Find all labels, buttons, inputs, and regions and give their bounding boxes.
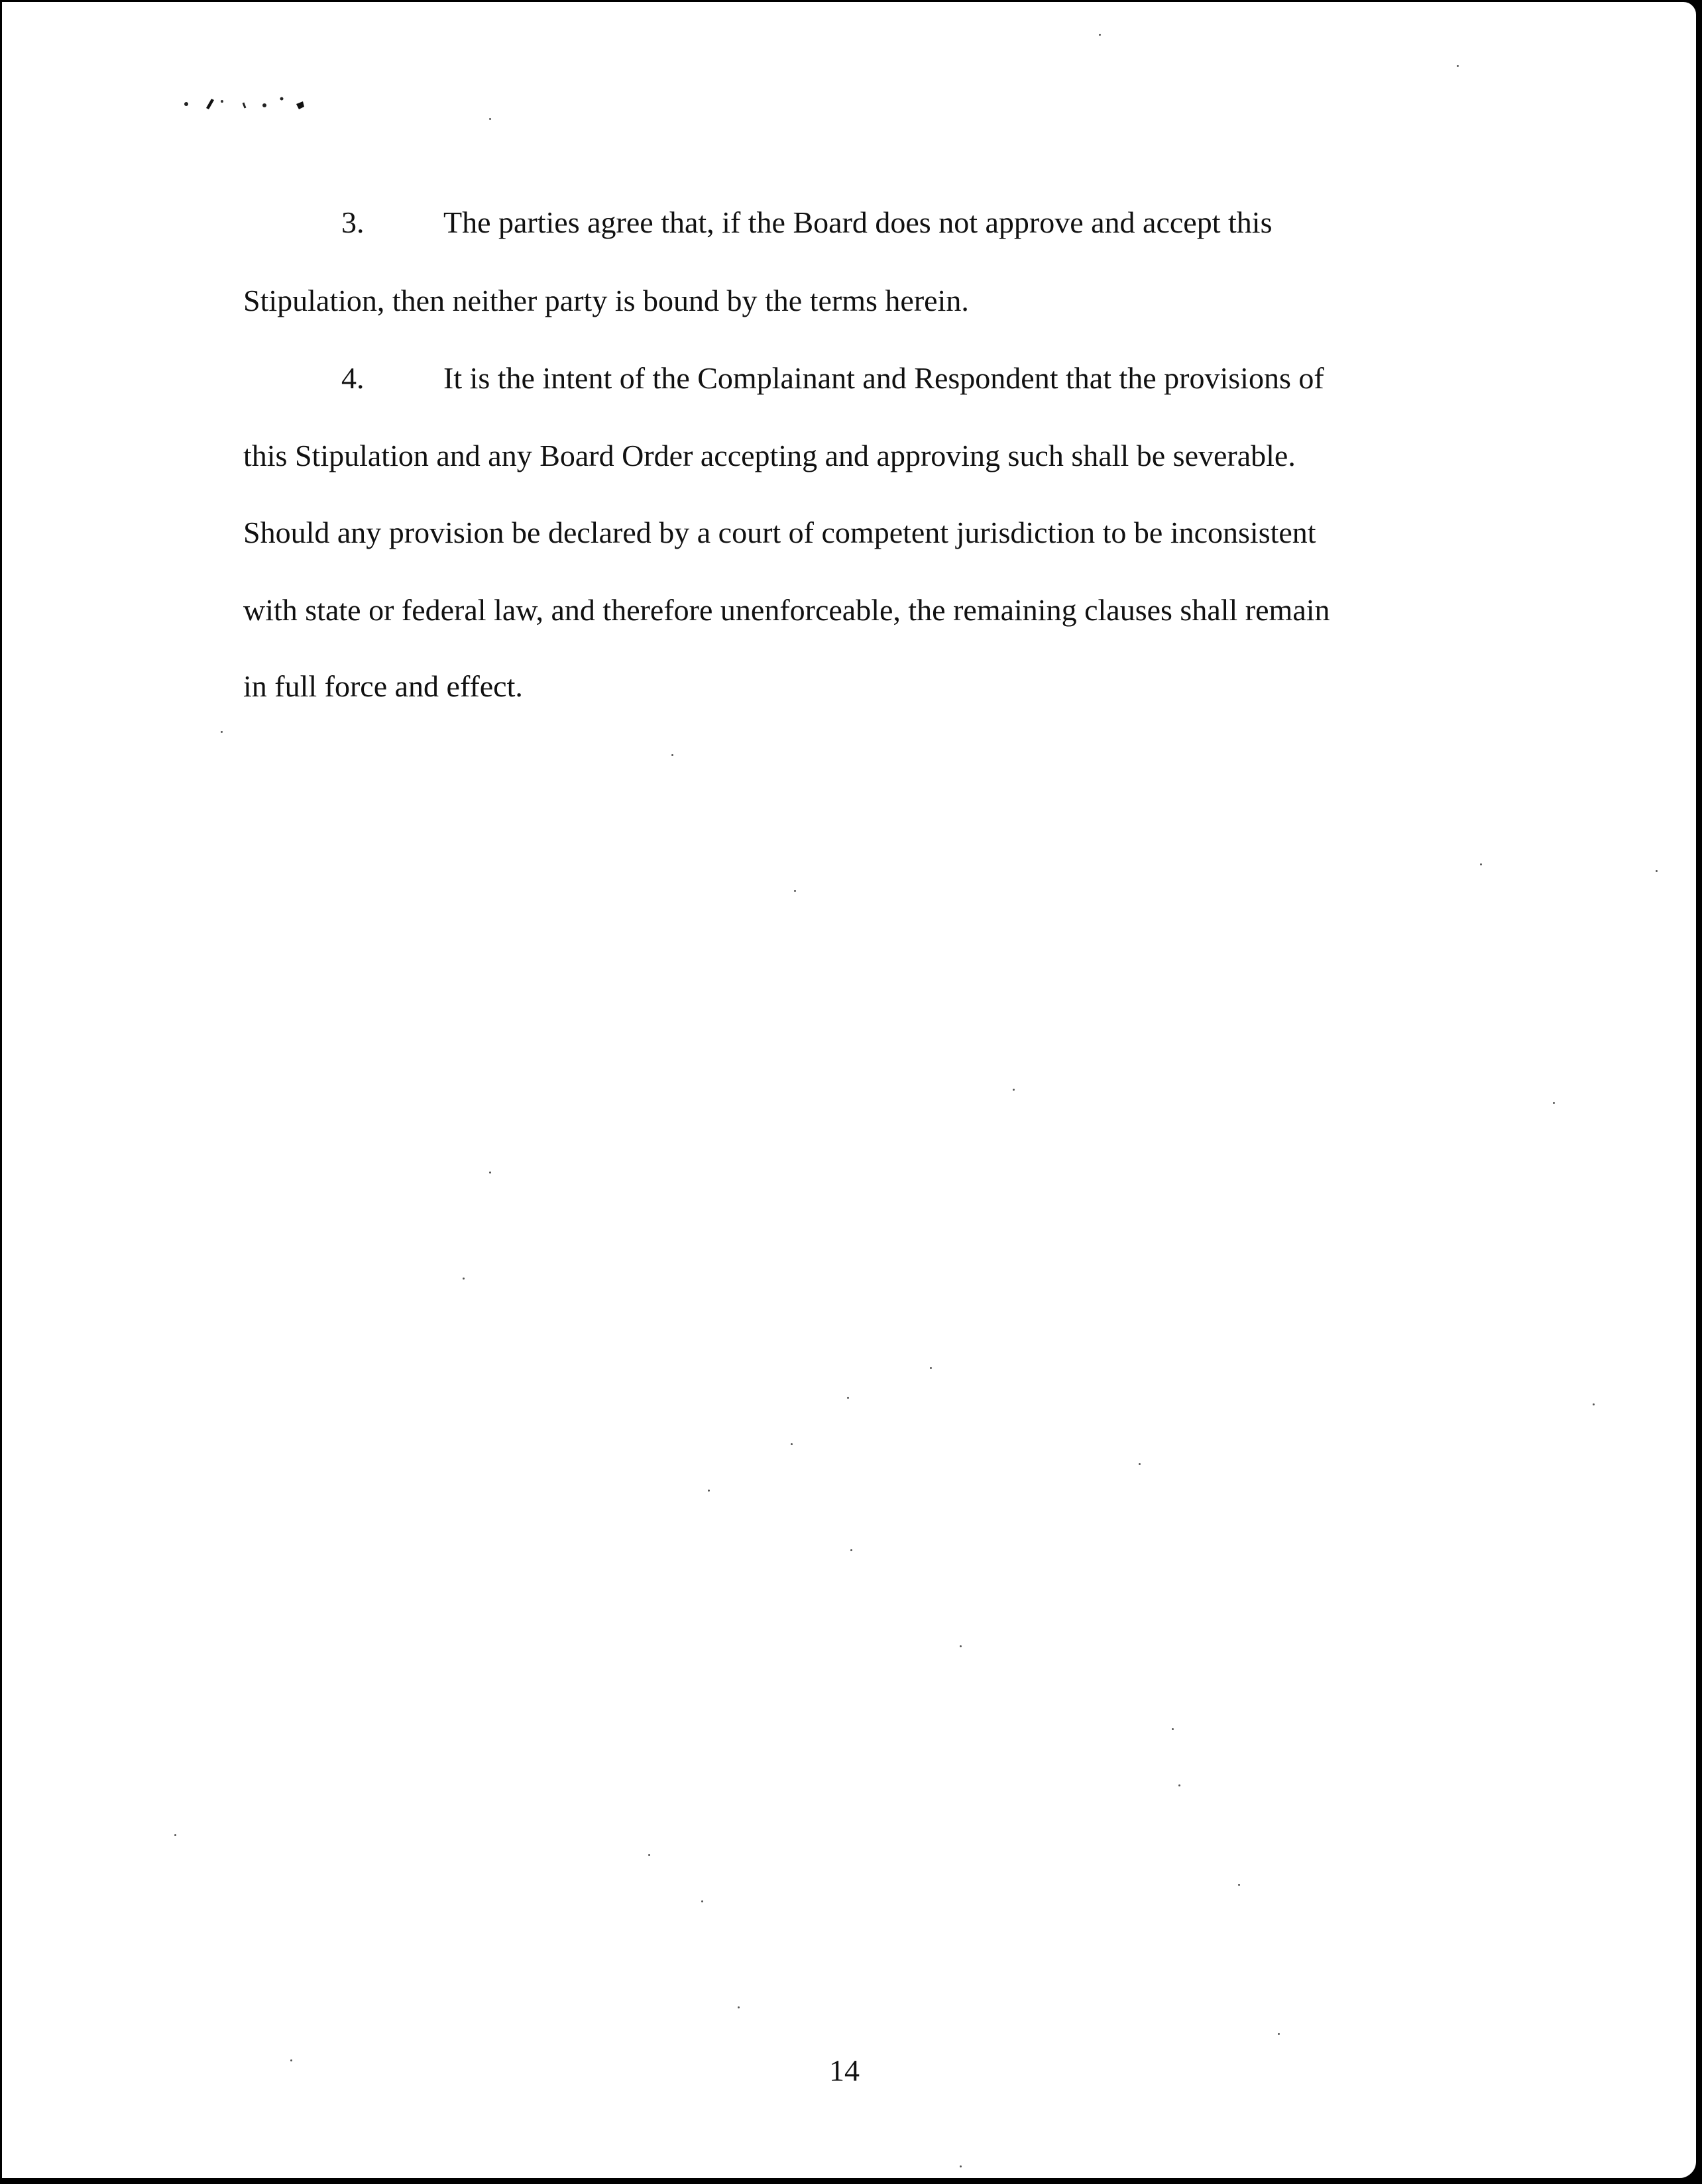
scan-speckle — [1278, 2033, 1280, 2035]
paragraph-line: It is the intent of the Complainant and Respondent that the provisions of — [443, 361, 1324, 395]
page-number: 14 — [829, 2053, 860, 2087]
scan-speckle — [1178, 1784, 1180, 1786]
paragraph-number: 4. — [341, 361, 365, 395]
scan-speckle — [708, 1490, 710, 1492]
scan-speckle — [701, 1900, 703, 1902]
scan-speckle — [648, 1854, 650, 1856]
scan-speckle — [1172, 1728, 1174, 1730]
paragraph-number: 3. — [341, 205, 365, 239]
scan-speckle — [960, 1645, 962, 1647]
scan-speckle — [489, 1172, 491, 1174]
paragraph-line: in full force and effect. — [243, 669, 523, 703]
scan-speckle — [1457, 65, 1459, 67]
scan-speckle — [738, 2006, 740, 2008]
scan-speckle — [791, 1443, 793, 1445]
scan-speckle — [489, 118, 491, 120]
paragraph-line: this Stipulation and any Board Order accepting and approving such shall be severable. — [243, 439, 1296, 472]
scan-speckle — [671, 754, 673, 756]
paragraph-line: Should any provision be declared by a court of competent jurisdiction to be inconsistent — [243, 516, 1316, 549]
scan-speckle — [1238, 1884, 1240, 1886]
scan-speckle — [290, 2059, 292, 2061]
scan-speckle — [1013, 1089, 1015, 1091]
scan-speckle — [930, 1367, 932, 1369]
scan-speckle — [850, 1549, 852, 1551]
scan-speckle — [1480, 863, 1482, 865]
paragraph-line: Stipulation, then neither party is bound by the terms herein. — [243, 284, 969, 317]
scan-speckle — [221, 731, 223, 733]
scan-speckle — [1656, 870, 1658, 872]
paragraph-line: with state or federal law, and therefore unenforceable, the remaining clauses shall remain — [243, 593, 1330, 627]
scan-speckle — [463, 1278, 465, 1280]
scan-artifact-marks — [182, 95, 315, 115]
scan-speckle — [847, 1397, 849, 1399]
scan-speckle — [1139, 1463, 1141, 1465]
scan-speckle — [794, 890, 796, 892]
scan-speckle — [1593, 1403, 1595, 1405]
scan-speckle — [174, 1834, 176, 1836]
paragraph-line: The parties agree that, if the Board does not approve and accept this — [443, 205, 1273, 239]
scan-speckle — [1553, 1102, 1555, 1104]
scan-speckle — [960, 2165, 962, 2167]
scan-speckle — [1099, 34, 1101, 36]
